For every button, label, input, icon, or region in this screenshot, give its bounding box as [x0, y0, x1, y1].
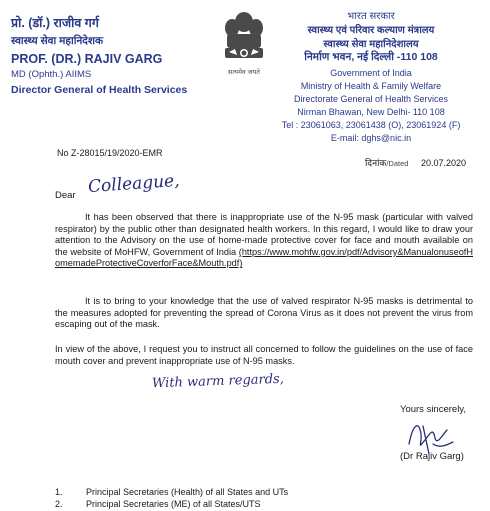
date-label-english: /Dated [386, 159, 409, 168]
sender-name-english: PROF. (DR.) RAJIV GARG [11, 52, 163, 66]
paragraph-2-text: It is to bring to your knowledge that the use of valved respirator N-95 masks is detrimental to the measures adopted for preventing the spread of Corona Virus as it does not prevent the virus from escaping out of the mask. [55, 296, 473, 330]
sender-name-hindi: प्रो. (डॉ.) राजीव गर्ग [11, 16, 99, 30]
reference-number: No Z-28015/19/2020-EMR [57, 148, 163, 158]
emblem-motto: सत्यमेव जयते [228, 68, 260, 76]
date-label-hindi: दिनांक [364, 158, 387, 168]
org-telephone: Tel : 23061063, 23061438 (O), 23061924 (F) [281, 120, 461, 130]
list-item-text: Principal Secretaries (Health) of all States and UTs [86, 487, 289, 497]
paragraph-1-text: It has been observed that there is inappropriate use of the N-95 mask (particular with valved respirator) by the public other than designated health workers. In this regard, I would like to draw your attention to the Advisory on the use of home-made protective cover for face and mouth available on the website of MoHFW, Government of India [55, 212, 473, 257]
sender-title-hindi: स्वास्थ्य सेवा महानिदेशक [11, 35, 104, 47]
letter-date [365, 156, 466, 169]
body-paragraph-1 [55, 212, 473, 270]
org-directorate: Directorate General of Health Services [293, 94, 449, 104]
org-hindi-line3: स्वास्थ्य सेवा महानिदेशालय [323, 39, 419, 50]
body-paragraph-3: In view of the above, I request you to instruct all concerned to follow the guidelines on the use of face mouth cover and prevent inappropriate use of N-95 masks. [55, 344, 473, 366]
yours-sincerely: Yours sincerely, [399, 404, 466, 415]
sender-designation: Director General of Health Services [11, 84, 188, 96]
closing-handwritten: With warm regards, [151, 371, 285, 392]
national-emblem-icon [219, 8, 269, 80]
body-paragraph-2 [55, 296, 473, 331]
org-address: Nirman Bhawan, New Delhi- 110 108 [297, 107, 445, 117]
org-government: Government of India [330, 68, 412, 78]
salutation-dear: Dear [55, 190, 76, 201]
salutation-handwritten: Colleague, [87, 170, 181, 198]
sender-qualification: MD (Ophth.) AIIMS [11, 69, 92, 80]
list-item [55, 499, 288, 511]
org-hindi-address: निर्माण भवन, नई दिल्ली -110 108 [304, 51, 438, 63]
copy-list [55, 487, 288, 511]
org-hindi-line2: स्वास्थ्य एवं परिवार कल्याण मंत्रालय [307, 25, 435, 36]
date-value: 20.07.2020 [420, 158, 466, 168]
org-ministry: Ministry of Health & Family Welfare [300, 81, 442, 91]
advisory-link[interactable]: (https://www.mohfw.gov.in/pdf/Advisory&ManualonuseofHomemadeProtectiveCoverforFace&Mouth.pdf) [55, 246, 473, 269]
org-email: E-mail: dghs@nic.in [330, 133, 412, 143]
list-item-number: 1. [55, 487, 63, 497]
signature-name: (Dr Rajiv Garg) [400, 451, 464, 462]
list-item-number: 2. [55, 499, 63, 509]
org-hindi-line1: भारत सरकार [347, 11, 395, 22]
list-item-text: Principal Secretaries (ME) of all States/UTS [86, 499, 261, 509]
list-item [55, 487, 288, 499]
